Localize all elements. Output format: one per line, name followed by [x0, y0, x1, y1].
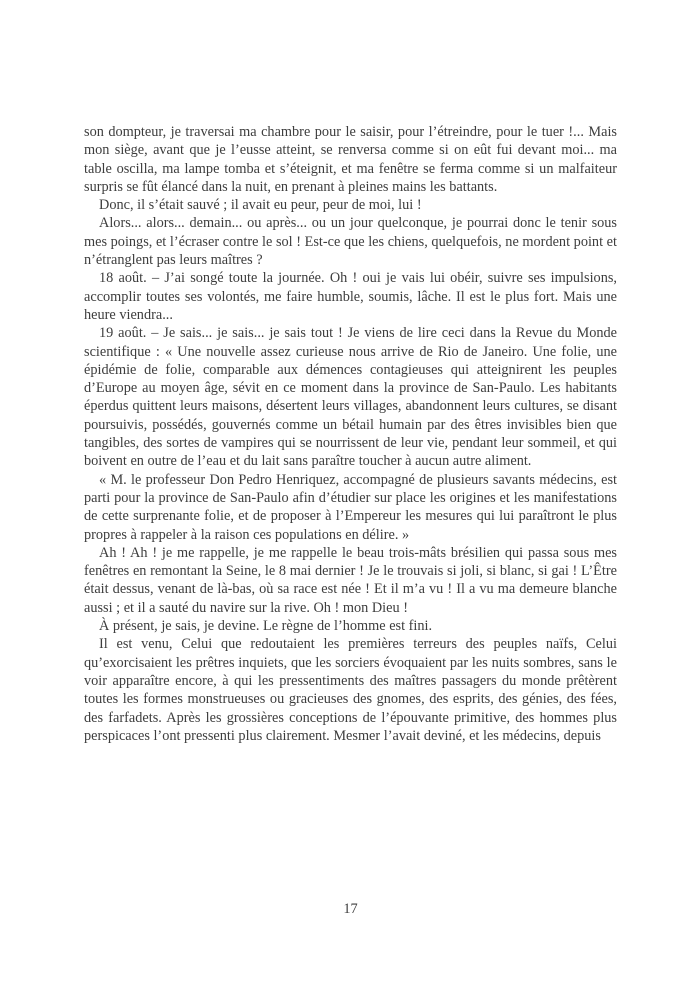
paragraph: Ah ! Ah ! je me rappelle, je me rappelle le beau trois-mâts brésilien qui passa sous mes fenêtres en remontant la Seine, le 8 mai dernier ! Je le trouvais si joli, si blanc, si gai ! L’Être était dessus, venant de là-bas, où sa race est née ! Et il m’a vu ! Il a vu ma demeure blanche aussi ; et il a sauté du navire sur la rive. Oh ! mon Dieu ! [84, 544, 617, 616]
page-number: 17 [343, 901, 358, 917]
paragraph: 19 août. – Je sais... je sais... je sais tout ! Je viens de lire ceci dans la Revue du Monde scientifique : « Une nouvelle assez curieuse nous arrive de Rio de Janeiro. Une folie, une épidémie de folie, comparable aux démences contagieuses qui atteignirent les peuples d’Europe au moyen âge, sévit en ce moment dans la province de San-Paulo. Les habitants éperdus quittent leurs maisons, désertent leurs villages, abandonnent leurs cultures, se disant poursuivis, possédés, gouvernés comme un bétail humain par des êtres invisibles bien que tangibles, des sortes de vampires qui se nourrissent de leur vie, pendant leur sommeil, et qui boivent en outre de l’eau et du lait sans paraître toucher à aucun autre aliment. [84, 325, 617, 470]
paragraph: 18 août. – J’ai songé toute la journée. Oh ! oui je vais lui obéir, suivre ses impulsions, accomplir toutes ses volontés, me faire humble, soumis, lâche. Il est le plus fort. Mais une heure viendra... [84, 270, 617, 323]
paragraph: « M. le professeur Don Pedro Henriquez, accompagné de plusieurs savants médecins, est parti pour la province de San-Paulo afin d’étudier sur place les origines et les manifestations de cette surprenante folie, et de proposer à l’Empereur les mesures qui lui paraîtront le plus propres à rappeler à la raison ces populations en délire. » [84, 471, 617, 543]
text-block [84, 123, 617, 745]
paragraph: Il est venu, Celui que redoutaient les premières terreurs des peuples naïfs, Celui qu’exorcisaient les prêtres inquiets, que les sorciers évoquaient par les nuits sombres, sans le voir apparaître encore, à qui les pressentiments des maîtres passagers du monde prêtèrent toutes les formes monstrueuses ou gracieuses des gnomes, des esprits, des génies, des fées, des farfadets. Après les grossières conceptions de l’épouvante primitive, des hommes plus perspicaces l’ont pressenti plus clairement. Mesmer l’avait deviné, et les médecins, depuis [84, 636, 617, 744]
paragraph: Donc, il s’était sauvé ; il avait eu peur, peur de moi, lui ! [99, 197, 422, 214]
paragraph: Alors... alors... demain... ou après... ou un jour quelconque, je pourrai donc le tenir sous mes poings, et l’écraser contre le sol ! Est-ce que les chiens, quelquefois, ne mordent point et n’étranglent pas leurs maîtres ? [84, 215, 617, 269]
paragraph: son dompteur, je traversai ma chambre pour le saisir, pour l’étreindre, pour le tuer !... Mais mon siège, avant que je l’eusse atteint, se renversa comme si on eût fui devant moi... ma table oscilla, ma lampe tomba et s’éteignit, et ma fenêtre se ferma comme si un malfaiteur surpris se fût élancé dans la nuit, en prenant à pleines mains les battants. [84, 124, 617, 195]
paragraph: À présent, je sais, je devine. Le règne de l’homme est fini. [99, 618, 433, 635]
